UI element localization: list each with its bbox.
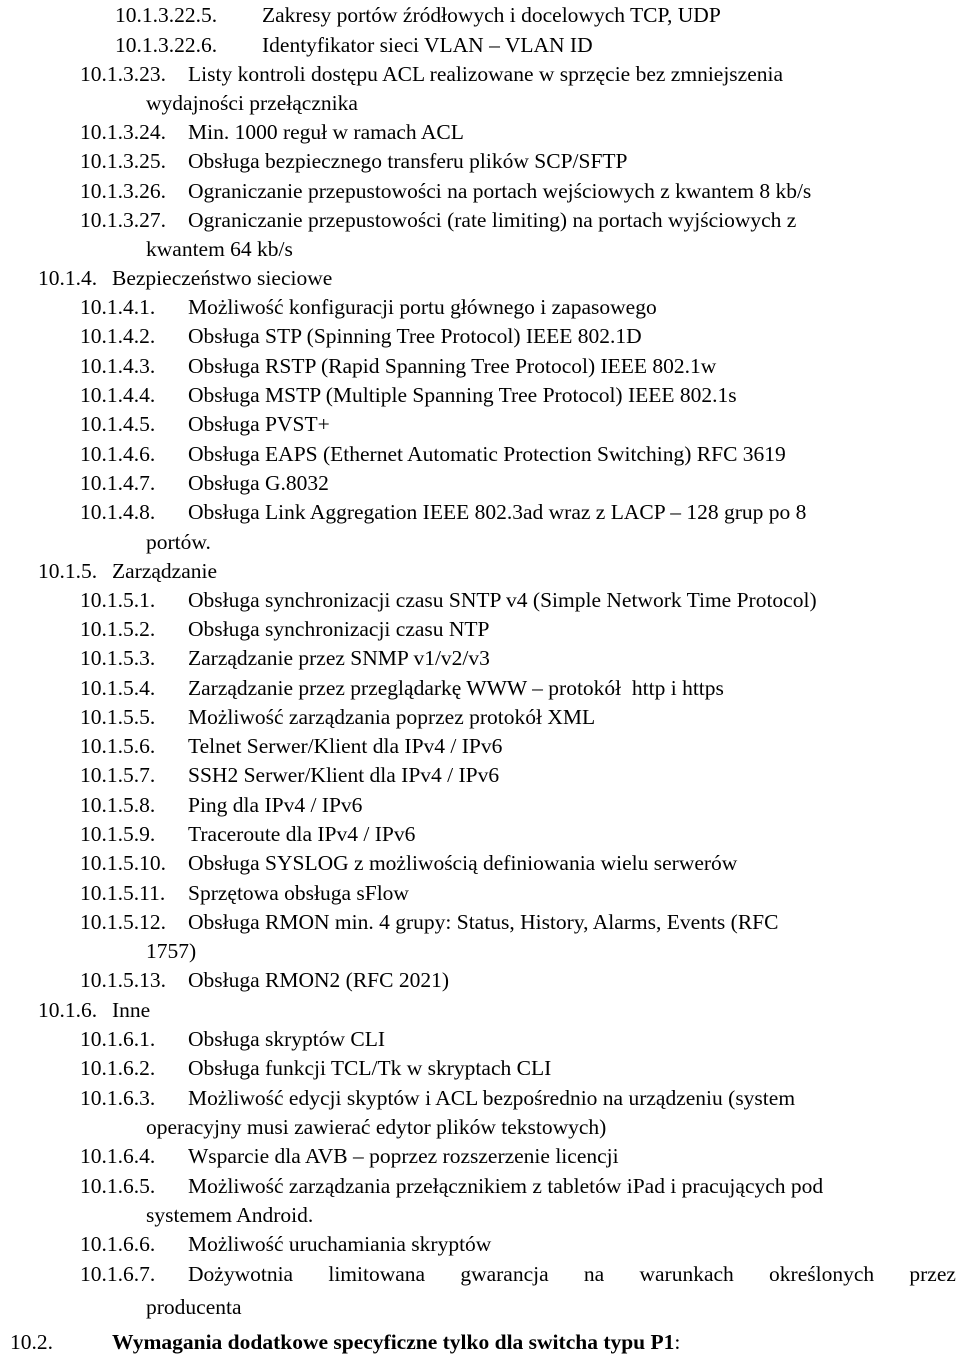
item-number: 10.1.5.10. xyxy=(80,851,166,875)
item-text: Możliwość zarządzania poprzez protokół XML xyxy=(188,705,596,729)
item-text: Obsługa RMON2 (RFC 2021) xyxy=(188,968,450,992)
item-number: 10.1.5.12. xyxy=(80,910,166,934)
item-number: 10.1.3.27. xyxy=(80,208,166,232)
justified-word: przez xyxy=(909,1262,956,1286)
item-text: Wsparcie dla AVB – poprzez rozszerzenie licencji xyxy=(188,1144,619,1168)
justified-word: Dożywotnia xyxy=(188,1262,294,1286)
item-text-continuation: operacyjny musi zawierać edytor plików tekstowych) xyxy=(146,1115,607,1139)
item-number: 10.1.6.3. xyxy=(80,1086,156,1110)
section-number: 10.1.6. xyxy=(38,998,98,1022)
item-text-continuation: 1757) xyxy=(146,939,197,963)
section-heading: Zarządzanie xyxy=(112,559,218,583)
heading-text: Wymagania dodatkowe specyficzne tylko dla switcha typu P1 xyxy=(112,1330,675,1354)
item-text-justified xyxy=(188,1264,956,1286)
item-text: Ping dla IPv4 / IPv6 xyxy=(188,793,363,817)
justified-word: limitowana xyxy=(328,1262,426,1286)
item-number: 10.1.3.22.5. xyxy=(115,3,218,27)
item-number: 10.1.3.24. xyxy=(80,120,166,144)
item-text: Możliwość konfiguracji portu głównego i zapasowego xyxy=(188,295,657,319)
item-number: 10.1.4.6. xyxy=(80,442,156,466)
item-text: Obsługa Link Aggregation IEEE 802.3ad wraz z LACP – 128 grup po 8 xyxy=(188,500,807,524)
item-number: 10.1.5.6. xyxy=(80,734,156,758)
item-text-continuation: kwantem 64 kb/s xyxy=(146,237,293,261)
justified-word: na xyxy=(583,1262,605,1286)
section-number: 10.1.5. xyxy=(38,559,98,583)
item-number: 10.1.4.7. xyxy=(80,471,156,495)
item-text: Listy kontroli dostępu ACL realizowane w sprzęcie bez zmniejszenia xyxy=(188,62,784,86)
item-text-continuation: wydajności przełącznika xyxy=(146,91,358,115)
item-text-continuation: portów. xyxy=(146,530,211,554)
item-text: Obsługa SYSLOG z możliwością definiowania wielu serwerów xyxy=(188,851,738,875)
item-number: 10.1.6.2. xyxy=(80,1056,156,1080)
item-text: SSH2 Serwer/Klient dla IPv4 / IPv6 xyxy=(188,763,500,787)
item-text: Obsługa PVST+ xyxy=(188,412,330,436)
item-number: 10.1.5.7. xyxy=(80,763,156,787)
justified-word: gwarancja xyxy=(460,1262,549,1286)
item-number: 10.1.5.1. xyxy=(80,588,156,612)
section-heading: Bezpieczeństwo sieciowe xyxy=(112,266,333,290)
item-number: 10.1.3.22.6. xyxy=(115,33,218,57)
justified-word: określonych xyxy=(769,1262,875,1286)
item-number: 10.1.5.4. xyxy=(80,676,156,700)
item-number: 10.1.4.2. xyxy=(80,324,156,348)
item-text: Możliwość uruchamiania skryptów xyxy=(188,1232,492,1256)
item-number: 10.1.5.13. xyxy=(80,968,166,992)
item-number: 10.1.5.11. xyxy=(80,881,166,905)
item-text-continuation: systemem Android. xyxy=(146,1203,314,1227)
item-number: 10.1.5.8. xyxy=(80,793,156,817)
item-number: 10.1.4.4. xyxy=(80,383,156,407)
item-text: Obsługa RSTP (Rapid Spanning Tree Protocol) IEEE 802.1w xyxy=(188,354,717,378)
item-text: Obsługa bezpiecznego transferu plików SCP/SFTP xyxy=(188,149,628,173)
item-number: 10.1.5.9. xyxy=(80,822,156,846)
item-number: 10.1.3.23. xyxy=(80,62,166,86)
item-number: 10.1.6.1. xyxy=(80,1027,156,1051)
item-text: Zakresy portów źródłowych i docelowych TCP, UDP xyxy=(262,3,721,27)
item-number: 10.1.5.5. xyxy=(80,705,156,729)
item-text: Sprzętowa obsługa sFlow xyxy=(188,881,409,905)
item-text: Obsługa synchronizacji czasu NTP xyxy=(188,617,490,641)
section-heading: Inne xyxy=(112,998,151,1022)
item-text: Obsługa RMON min. 4 grupy: Status, History, Alarms, Events (RFC xyxy=(188,910,779,934)
item-text: Obsługa funkcji TCL/Tk w skryptach CLI xyxy=(188,1056,552,1080)
item-number: 10.1.3.26. xyxy=(80,179,166,203)
item-number: 10.1.5.3. xyxy=(80,646,156,670)
item-text: Zarządzanie przez przeglądarkę WWW – protokół http i https xyxy=(188,676,724,700)
item-number: 10.1.6.7. xyxy=(80,1262,156,1286)
justified-word: warunkach xyxy=(639,1262,734,1286)
item-text: Obsługa STP (Spinning Tree Protocol) IEEE 802.1D xyxy=(188,324,642,348)
item-text: Ograniczanie przepustowości na portach wejściowych z kwantem 8 kb/s xyxy=(188,179,812,203)
item-text: Możliwość edycji skyptów i ACL bezpośrednio na urządzeniu (system xyxy=(188,1086,796,1110)
item-number: 10.1.4.1. xyxy=(80,295,156,319)
item-text: Min. 1000 reguł w ramach ACL xyxy=(188,120,464,144)
item-text: Traceroute dla IPv4 / IPv6 xyxy=(188,822,416,846)
item-number: 10.1.6.5. xyxy=(80,1174,156,1198)
section-number: 10.1.4. xyxy=(38,266,98,290)
item-number: 10.1.4.8. xyxy=(80,500,156,524)
heading-suffix: : xyxy=(674,1330,681,1354)
item-number: 10.1.4.5. xyxy=(80,412,156,436)
item-text: Telnet Serwer/Klient dla IPv4 / IPv6 xyxy=(188,734,503,758)
item-text: Obsługa synchronizacji czasu SNTP v4 (Simple Network Time Protocol) xyxy=(188,588,817,612)
item-number: 10.1.4.3. xyxy=(80,354,156,378)
item-text: Zarządzanie przez SNMP v1/v2/v3 xyxy=(188,646,490,670)
section-heading-bold xyxy=(112,1332,680,1354)
item-text: Identyfikator sieci VLAN – VLAN ID xyxy=(262,33,593,57)
item-text-continuation: producenta xyxy=(146,1295,242,1319)
section-number: 10.2. xyxy=(10,1330,53,1354)
item-number: 10.1.5.2. xyxy=(80,617,156,641)
item-text: Ograniczanie przepustowości (rate limiting) na portach wyjściowych z xyxy=(188,208,797,232)
item-number: 10.1.6.6. xyxy=(80,1232,156,1256)
item-text: Obsługa EAPS (Ethernet Automatic Protection Switching) RFC 3619 xyxy=(188,442,786,466)
item-number: 10.1.3.25. xyxy=(80,149,166,173)
item-number: 10.1.6.4. xyxy=(80,1144,156,1168)
item-text: Obsługa MSTP (Multiple Spanning Tree Protocol) IEEE 802.1s xyxy=(188,383,737,407)
item-text: Obsługa skryptów CLI xyxy=(188,1027,386,1051)
item-text: Możliwość zarządzania przełącznikiem z tabletów iPad i pracujących pod xyxy=(188,1174,824,1198)
item-text: Obsługa G.8032 xyxy=(188,471,329,495)
